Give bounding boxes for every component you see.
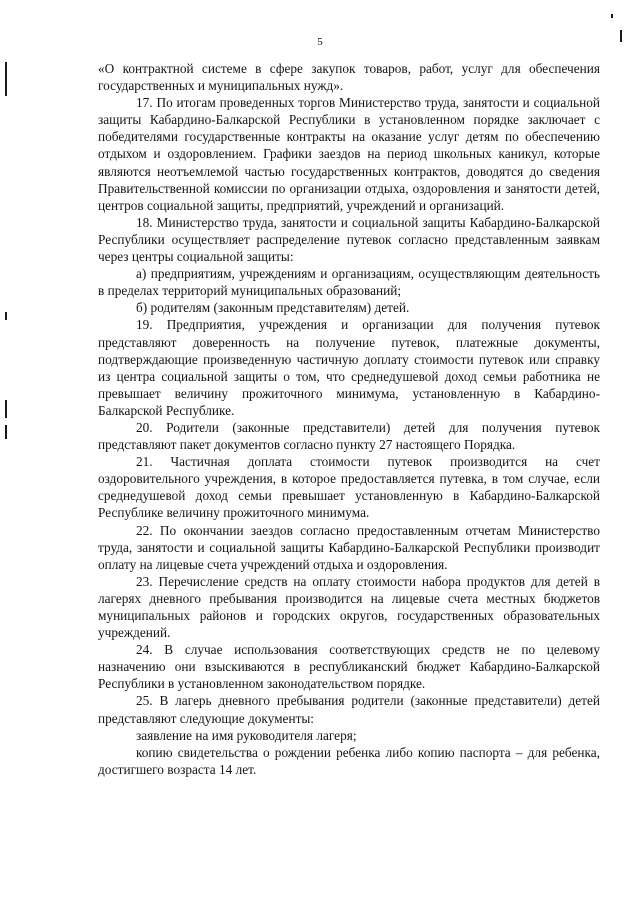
- scan-edge-mark: [5, 312, 7, 320]
- paragraph-17: 17. По итогам проведенных торгов Министерство труда, занятости и социальной защиты Кабардино-Балкарской Республики в установленном порядке заключает с победителями государственные контракты на оказание услуг детям по обеспечению отдыхом и оздоровлением. Графики заездов на период школьных каникул, которые являются неотъемлемой частью государственных контрактов, доводятся до сведения Правительственной комиссии по организации отдыха, оздоровления и занятости детей, центров социальной защиты, предприятий, учреждений и организаций.: [98, 95, 600, 213]
- paragraph-18: 18. Министерство труда, занятости и социальной защиты Кабардино-Балкарской Республики осуществляет распределение путевок согласно представленным заявкам через центры социальной защиты:: [98, 214, 600, 265]
- paragraph-25: 25. В лагерь дневного пребывания родители (законные представители) детей представляют следующие документы:: [98, 693, 600, 726]
- paragraph-22: 22. По окончании заездов согласно предоставленным отчетам Министерство труда, занятости и социальной защиты Кабардино-Балкарской Республики производит оплату на лицевые счета учреждений отдыха и оздоровления.: [98, 522, 600, 572]
- scan-edge-mark: [611, 14, 613, 18]
- scan-edge-mark: [5, 425, 7, 439]
- page-number: 5: [317, 36, 323, 48]
- paragraph-25-item-2: копию свидетельства о рождении ребенка либо копию паспорта – для ребенка, достигшего возраста 14 лет.: [98, 744, 600, 777]
- paragraph-23: 23. Перечисление средств на оплату стоимости набора продуктов для детей в лагерях дневного пребывания производится на лицевые счета местных бюджетов муниципальных районов и городских округов, государственных образовательных учреждений.: [98, 573, 600, 641]
- paragraph-24: 24. В случае использования соответствующих средств не по целевому назначению они взыскиваются в республиканский бюджет Кабардино-Балкарской Республики в установленном законодательством порядке.: [98, 642, 600, 692]
- document-body: [98, 60, 600, 778]
- scan-edge-mark: [5, 62, 7, 96]
- paragraph-20: 20. Родители (законные представители) детей для получения путевок представляют пакет документов согласно пункту 27 настоящего Порядка.: [98, 419, 600, 453]
- paragraph-19: 19. Предприятия, учреждения и организации для получения путевок представляют доверенность на получение путевок, платежные документы, подтверждающие произведенную частичную доплату стоимости путевок или справку из центра социальной защиты о том, что среднедушевой доход семьи работника не превышает величину прожиточного минимума, установленную в Кабардино-Балкарской Республике.: [98, 317, 600, 418]
- paragraph-18-a: а) предприятиям, учреждениям и организациям, осуществляющим деятельность в пределах территорий муниципальных образований;: [98, 266, 600, 299]
- paragraph-21: 21. Частичная доплата стоимости путевок производится на счет оздоровительного учреждения, в которое предоставляется путевка, в том случае, если среднедушевой доход семьи превышает установленную в Кабардино-Балкарской Республике величину прожиточного минимума.: [98, 454, 600, 521]
- scan-edge-mark: [5, 400, 7, 418]
- paragraph-25-item-1: заявление на имя руководителя лагеря;: [136, 727, 357, 743]
- paragraph: «О контрактной системе в сфере закупок товаров, работ, услуг для обеспечения государственных и муниципальных нужд».: [98, 61, 600, 94]
- paragraph-18-b: б) родителям (законным представителям) детей.: [136, 300, 410, 316]
